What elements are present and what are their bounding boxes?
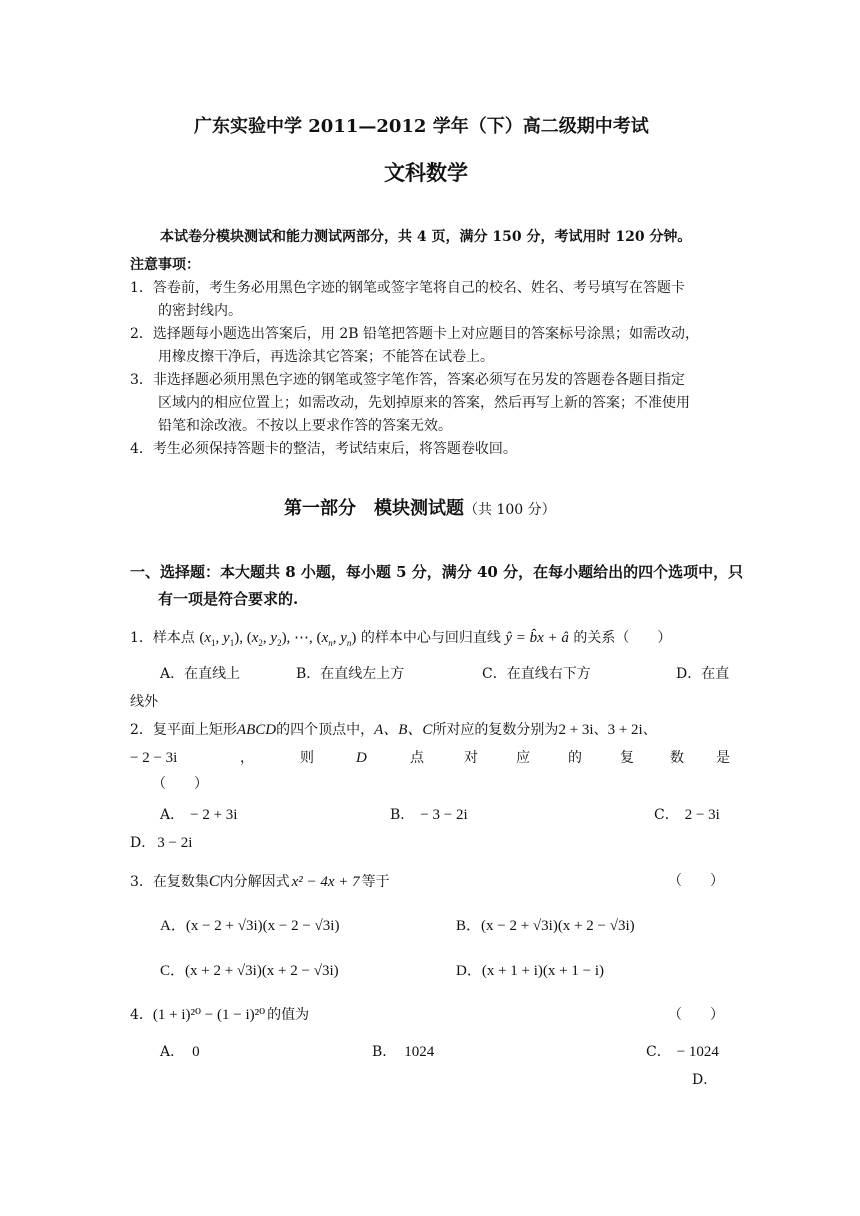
q1-option-d: D．在直	[676, 666, 730, 682]
q2-option-c-value: 2 − 3i	[684, 807, 720, 823]
q1-option-b: B．在直线左上方	[296, 666, 405, 682]
q4-option-a-value: 0	[192, 1044, 200, 1060]
note-1-line-2: 的密封线内。	[158, 303, 242, 319]
q2-word-3: 应	[516, 750, 530, 766]
q2-word-2: 对	[464, 750, 478, 766]
q1-middle: 的样本中心与回归直线	[360, 630, 501, 646]
intro-text: 本试卷分模块测试和能力测试两部分，共 4 页，满分 150 分，考试用时 120 分钟。	[160, 229, 692, 245]
q2-option-a	[160, 808, 237, 823]
q2-text-2: 所对应的复数分别为	[432, 722, 559, 738]
section-1-instructions-line-1: 一、选择题：本大题共 8 小题，每小题 5 分，满分 40 分，在每小题给出的四个选项中，只	[130, 563, 744, 581]
q2-z2: 3 + 2i	[607, 722, 643, 738]
q3-answer-paren: （ ）	[668, 873, 724, 889]
q1-sample-points: ($x_1$, $y_1$), ($x_2$, $y_2$), ⋯, ($x_n$, $y_n$)	[199, 630, 357, 648]
q2-option-d	[130, 836, 192, 851]
q1-option-a: A．在直线上	[160, 666, 241, 682]
q4-answer-paren: （ ）	[668, 1007, 724, 1023]
section-1-instructions-line-2: 有一项是符合要求的.	[158, 590, 299, 608]
q4-option-b-value: 1024	[404, 1044, 435, 1060]
q3-tail: 等于	[361, 874, 390, 890]
part-1-heading	[284, 500, 556, 518]
q2-word-7: 是	[716, 750, 730, 766]
q2-point-d: D	[356, 750, 367, 766]
q4-option-a-label: A．	[160, 1044, 185, 1060]
q2-comma: ，	[240, 750, 254, 766]
q4-tail: 的值为	[267, 1007, 310, 1023]
note-1-line-1: 1．答卷前，考生务必用黑色字迹的钢笔或签字笔将自己的校名、姓名、考号填写在答题卡	[130, 280, 685, 296]
notes-heading: 注意事项：	[130, 257, 200, 273]
q2-option-b-value: − 3 − 2i	[420, 807, 468, 823]
note-2-line-2: 用橡皮擦干净后，再选涂其它答案；不能答在试卷上。	[158, 349, 494, 365]
note-2-line-1: 2．选择题每小题选出答案后，用 2B 铅笔把答题卡上对应题目的答案标号涂黑；如需改动，	[130, 326, 700, 342]
q1-lead: 1．样本点	[130, 630, 195, 646]
q3-complex-set: C	[208, 873, 220, 890]
q2-option-a-value: − 2 + 3i	[190, 807, 238, 823]
q1-regression-line: ŷ = b̂x + â	[505, 630, 569, 646]
q1-option-c: C．在直线右下方	[482, 666, 591, 682]
q2-option-b-label: B．	[390, 807, 415, 823]
q4-lead: 4．	[130, 1007, 153, 1023]
exam-title: 广东实验中学 2011—2012 学年（下）高二级期中考试	[194, 116, 649, 137]
q2-z1: 2 + 3i	[558, 722, 594, 738]
note-4: 4．考生必须保持答题卡的整洁，考试结束后，将答题卷收回。	[130, 441, 517, 457]
q4-expression: (1 + i)²⁰ − (1 − i)²⁰	[152, 1007, 266, 1023]
q4-option-c-value: − 1024	[676, 1044, 719, 1060]
question-2-line-1	[130, 723, 657, 738]
question-1-stem	[130, 631, 671, 648]
part-1-score: （共 100 分）	[464, 502, 556, 518]
q4-option-b	[372, 1045, 434, 1060]
q2-vertices: A、B、C	[374, 722, 433, 738]
q2-sep-1: 、	[593, 722, 608, 738]
q4-option-b-label: B．	[372, 1044, 397, 1060]
question-4-stem	[130, 1008, 309, 1023]
q2-z3: − 2 − 3i	[130, 750, 178, 766]
exam-subtitle: 文科数学	[384, 160, 468, 185]
q2-answer-paren: （ ）	[152, 776, 208, 792]
q1-tail: 的关系（ ）	[573, 630, 672, 646]
note-3-line-2: 区域内的相应位置上；如需改动，先划掉原来的答案，然后再写上新的答案；不准使用	[158, 395, 690, 411]
q3-option-b: B．(x − 2 + √3i)(x + 2 − √3i)	[456, 918, 635, 934]
q2-rectangle-name: ABCD	[236, 722, 277, 738]
q2-option-c	[654, 808, 720, 823]
q2-option-b	[390, 808, 468, 823]
q2-word-1: 点	[410, 750, 424, 766]
q2-option-d-label: D．	[130, 835, 156, 851]
q2-word-6: 数	[670, 750, 684, 766]
q1-option-d-wrap: 线外	[130, 694, 158, 710]
q3-lead: 3．在复数集	[130, 874, 209, 890]
q2-option-a-label: A．	[160, 807, 185, 823]
q4-option-c	[646, 1045, 719, 1060]
note-3-line-1: 3．非选择题必须用黑色字迹的钢笔或签字笔作答，答案必须写在另发的答题卷各题目指定	[130, 372, 685, 388]
note-3-line-3: 铅笔和涂改液。不按以上要求作答的答案无效。	[158, 418, 452, 434]
q2-word-4: 的	[568, 750, 582, 766]
q3-option-a: A．(x − 2 + √3i)(x − 2 − √3i)	[160, 918, 340, 934]
q2-text-1: 的四个顶点中，	[276, 722, 375, 738]
q3-polynomial: x² − 4x + 7	[291, 874, 360, 890]
q2-option-c-label: C．	[654, 807, 679, 823]
q4-option-d-label: D．	[692, 1072, 718, 1088]
part-1-title: 第一部分 模块测试题	[284, 498, 464, 519]
q2-word-5: 复	[620, 750, 634, 766]
q2-lead: 2．复平面上矩形	[130, 722, 237, 738]
q2-sep-2: 、	[642, 722, 657, 738]
q4-option-a	[160, 1045, 200, 1060]
question-3-stem	[130, 874, 390, 890]
q3-option-d: D．(x + 1 + i)(x + 1 − i)	[456, 963, 604, 979]
q3-option-c: C．(x + 2 + √3i)(x + 2 − √3i)	[160, 963, 339, 979]
q3-middle: 内分解因式	[219, 874, 290, 890]
q2-option-d-value: 3 − 2i	[157, 835, 193, 851]
q4-option-c-label: C．	[646, 1044, 671, 1060]
q2-word-ze: 则	[300, 750, 314, 766]
